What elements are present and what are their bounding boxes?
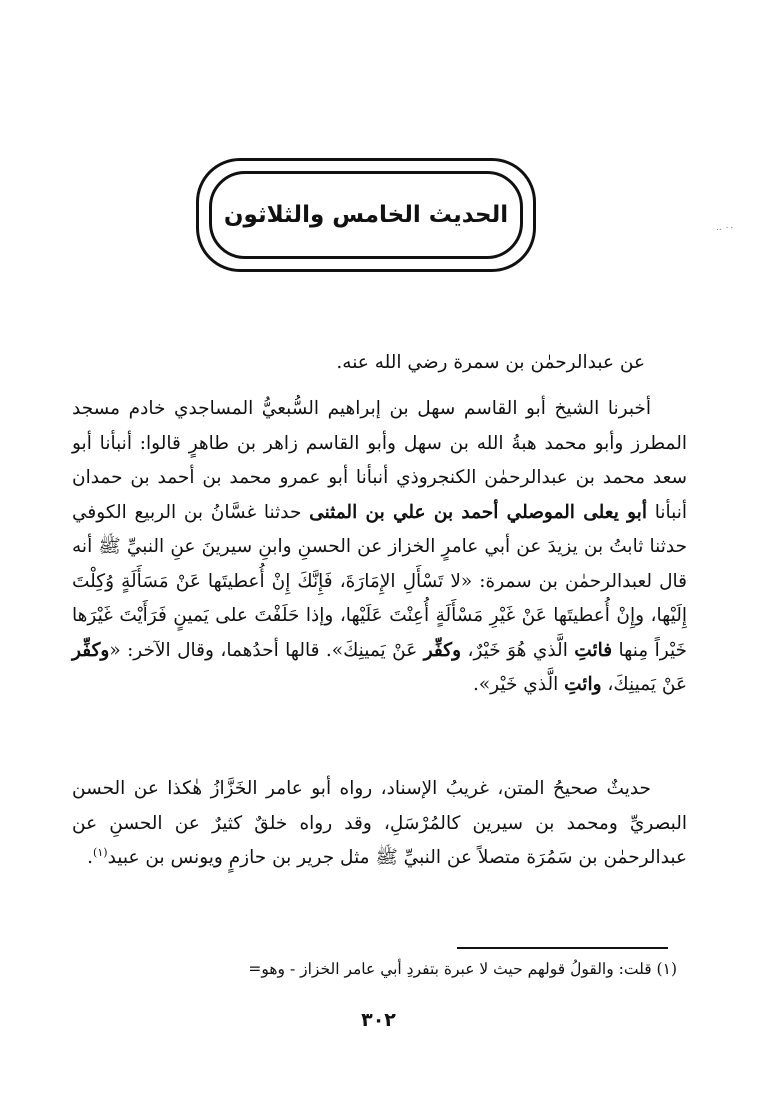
narrator-intro: عن عبدالرحمٰن بن سمرة رضي الله عنه.: [336, 352, 645, 373]
footnote: (١) قلت: والقولُ قولهم حيث لا عبرة بتفردِ أبي عامر الخزاز - وهو=: [248, 960, 677, 978]
isnad-part-6: الَّذي خَيْر».: [472, 674, 559, 695]
grading-text: [72, 772, 687, 876]
isnad-part-2: حدثنا غسَّانُ بن الربيع الكوفي حدثنا ثابتُ بن يزيدَ عن أبي عامرٍ الخزاز عن الحسنِ وابنِ سيرينَ عنِ النبيِّ ﷺ أنه قال لعبدالرحمٰن بن سمرة: «لا تَسْأَلِ الإِمَارَةَ، فَإِنَّكَ إِنْ أُعطيتَها عَنْ مَسَأَلَةٍ وُكِلْتَ إِلَيْها، وإِنْ أُعطيتَها عَنْ غَيْرِ مَسْأَلَةٍ أُعِنْتَ عَلَيْها، وإذا حَلَفْتَ على يَمينٍ فَرَأَيْتَ غَيْرَها خَيْراً مِنها: [72, 501, 687, 661]
title-frame-inner: [209, 171, 523, 259]
title-frame: [196, 158, 536, 272]
grading-body: حديثٌ صحيحُ المتن، غريبُ الإسناد، رواه أبو عامر الخَزَّازُ هٰكذا عن الحسن البصريِّ ومحمد بن سيرين كالمُرْسَلِ، وقد رواه خلقٌ كثيرٌ عن الحسنِ عن عبدالرحمٰن بن سَمُرَة متصلاً عن النبيِّ ﷺ مثل جرير بن حازمٍ ويونس بن عبيد: [72, 778, 687, 868]
isnad-bold-narrator: أبو يعلى الموصلي أحمد بن علي بن المثنى: [309, 501, 647, 523]
isnad-part-4: عَنْ يَمينِكَ». قالها أحدُهما، وقال الآخر: «: [109, 639, 418, 661]
isnad-part-1: أخبرنا الشيخ أبو القاسم سهل بن إبراهيم السُّبعيُّ المساجدي خادم مسجد المطرز وأبو محمد هبةُ الله بن سهل وأبو القاسم زاهر بن طاهرٍ قالوا: أنبأنا أبو سعد محمد بن عبدالرحمٰن الكنجروذي أنبأنا أبو عمرو محمد بن أحمد بن حمدان أنبأنا: [72, 398, 688, 523]
isnad-part-5: عَنْ يَمينِكَ،: [607, 674, 687, 695]
isnad-part-3: الَّذي هُوَ خَيْرٌ،: [467, 639, 568, 661]
footnote-divider: [457, 947, 668, 949]
page-number: ٣٠٢: [361, 1009, 396, 1031]
grading-end: .: [87, 847, 94, 868]
isnad-bold-4: وكفِّر: [72, 639, 110, 661]
isnad-bold-3: وكفِّر: [423, 639, 462, 661]
isnad-paragraph: [72, 392, 687, 703]
isnad-text: [72, 392, 687, 703]
isnad-bold-2: فائتِ: [574, 639, 613, 661]
isnad-bold-5: وائتِ: [564, 674, 602, 695]
footnote-ref[interactable]: (١): [93, 845, 108, 859]
hadith-title: الحديث الخامس والثلاثون: [223, 202, 509, 228]
grading-paragraph: [72, 772, 687, 876]
corner-mark: ٠٠ ..: [716, 223, 735, 233]
